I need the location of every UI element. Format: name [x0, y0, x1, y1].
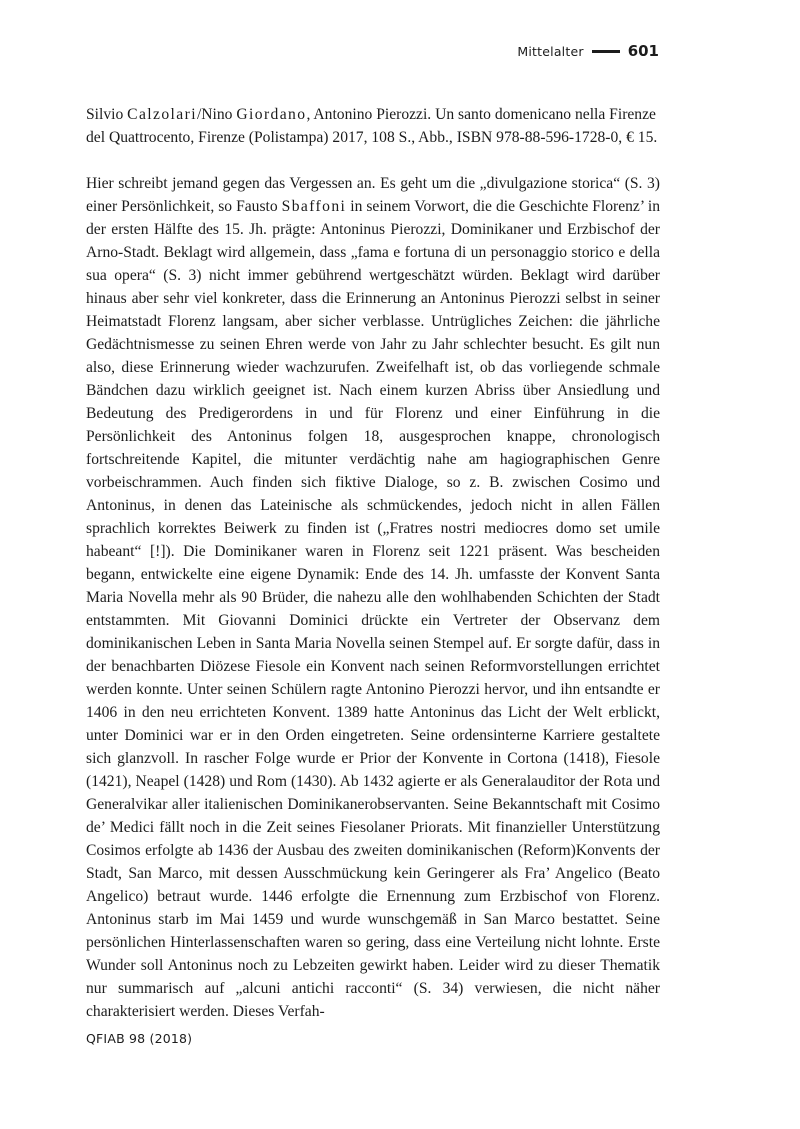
journal-footer: QFIAB 98 (2018) [86, 1031, 193, 1046]
citation-rest: , Antonino Pierozzi. Un santo domenicano nella Firenze del Quattrocento, Firenze (Polistampa) 2017, 108 S., Abb., ISBN 978-88-596-1728-0, € 15. [86, 106, 658, 146]
section-title: Mittelalter [517, 43, 584, 59]
citation-start: Silvio [86, 106, 128, 123]
review-part-1: Hier schreibt jemand gegen das Vergessen an. Es geht um die „divulgazione storica“ (S. 3) einer Persönlichkeit, so Fausto [86, 175, 660, 215]
author-surname-2: Giordano [236, 106, 307, 123]
citation-slash: /Nino [196, 106, 237, 123]
review-part-2: in seinem Vorwort, die die Geschichte Florenz’ in der ersten Hälfte des 15. Jh. prägte: Antoninus Pierozzi, Dominikaner und Erzbischof der Arno-Stadt. Beklagt wird allgemein, dass „fama e fortuna di un personaggio storico e della sua opera“ (S. 3) nicht immer gebührend wertgeschätzt würden. Beklagt wird darüber hinaus aber sehr viel konkreter, dass die Erinnerung an Antoninus Pierozzi selbst in seiner Heimatstadt Florenz langsam, aber sicher verblasse. Untrügliches Zeichen: die jährliche Gedächtnismesse zu seinen Ehren werde von Jahr zu Jahr schlechter besucht. Es gilt nun also, diese Erinnerung wieder wachzurufen. Zweifelhaft ist, ob das vorliegende schmale Bändchen dazu wirklich geeignet ist. Nach einem kurzen Abriss über Ansiedlung und Bedeutung des Predigerordens in und für Florenz und einer Einführung in die Persönlichkeit des Antoninus folgen 18, ausgesprochen knappe, chronologisch fortschreitende Kapitel, die mitunter verdächtig nahe am hagiographischen Genre vorbeischrammen. Auch finden sich fiktive Dialoge, so z. B. zwischen Cosimo und Antoninus, in denen das Lateinische als schmückendes, jedoch nicht in allen Fällen sprachlich korrektes Beiwerk zu finden ist („Fratres nostri mediocres domo set umile habeant“ [!]). Die Dominikaner waren in Florenz seit 1221 präsent. Was bescheiden begann, entwickelte eine eigene Dynamik: Ende des 14. Jh. umfasste der Konvent Santa Maria Novella mehr als 90 Brüder, die nahezu alle den wohlhabenden Schichten der Stadt entstammten. Mit Giovanni Dominici drückte ein Vertreter der Observanz dem dominikanischen Leben in Santa Maria Novella seinen Stempel auf. Er sorgte dafür, dass in der benachbarten Diözese Fiesole ein Konvent nach seinen Reformvorstellungen errichtet werden konnte. Unter seinen Schülern ragte Antonino Pierozzi hervor, und ihn entsandte er 1406 in den neu errichteten Konvent. 1389 hatte Antoninus das Licht der Welt erblickt, unter Dominici war er in den Orden eingetreten. Seine ordensinterne Karriere gestaltete sich glanzvoll. In rascher Folge wurde er Prior der Konvente in Cortona (1418), Fiesole (1421), Neapel (1428) und Rom (1430). Ab 1432 agierte er als Generalauditor der Rota und Generalvikar aller italienischen Dominikanerobservanten. Seine Bekanntschaft mit Cosimo de’ Medici fällt noch in die Zeit seines Fiesolaner Priorats. Mit finanzieller Unterstützung Cosimos erfolgte ab 1436 der Ausbau des zweiten dominikanischen (Reform)Konvents der Stadt, San Marco, mit dessen Ausschmückung kein Geringerer als Fra’ Angelico (Beato Angelico) betraut wurde. 1446 erfolgte die Ernennung zum Erzbischof von Florenz. Antoninus starb im Mai 1459 und wurde wunschgemäß in San Marco bestattet. Seine persönlichen Hinterlassenschaften waren so gering, dass eine Verteilung nicht lohnte. Erste Wunder soll Antoninus noch zu Lebzeiten gewirkt haben. Leider wird zu dieser Thematik nur summarisch auf „alcuni antichi racconti“ (S. 34) verwiesen, die nicht näher charakterisiert werden. Dieses Verfah- [86, 198, 660, 1020]
header-rule [592, 50, 620, 53]
book-citation [86, 103, 660, 149]
page-body [86, 103, 660, 1023]
running-header [517, 42, 659, 60]
review-paragraph [86, 172, 660, 1023]
preface-author: Sbaffoni [281, 198, 347, 215]
page-number: 601 [627, 42, 659, 60]
author-surname-1: Calzolari [127, 106, 197, 123]
